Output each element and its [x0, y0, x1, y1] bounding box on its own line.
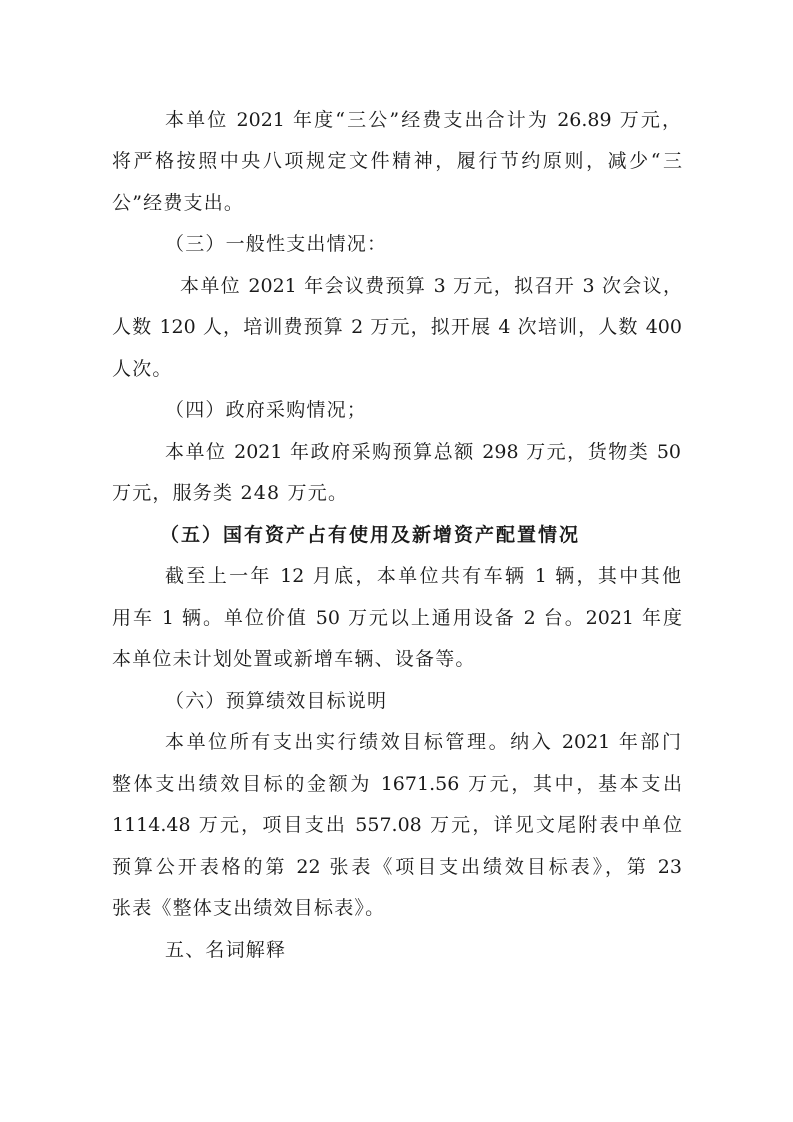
sangong-line-2: 将严格按照中央八项规定文件精神，履行节约原则，减少“三 — [112, 150, 682, 172]
assets-line-2: 用车 1 辆。单位价值 50 万元以上通用设备 2 台。2021 年度 — [112, 607, 682, 629]
performance-line-5: 张表《整体支出绩效目标表》。 — [112, 897, 386, 919]
performance-line-1: 本单位所有支出实行绩效目标管理。纳入 2021 年部门 — [165, 731, 681, 753]
procurement-line-1: 本单位 2021 年政府采购预算总额 298 万元，货物类 50 — [165, 441, 681, 463]
assets-heading: （五）国有资产占有使用及新增资产配置情况 — [160, 524, 581, 546]
general-expense-heading: （三）一般性支出情况： — [165, 233, 388, 255]
glossary-heading: 五、名词解释 — [165, 939, 287, 961]
performance-line-2: 整体支出绩效目标的金额为 1671.56 万元，其中，基本支出 — [112, 773, 682, 795]
performance-heading: （六）预算绩效目标说明 — [165, 690, 388, 712]
sangong-line-3: 公”经费支出。 — [112, 192, 245, 214]
assets-line-3: 本单位未计划处置或新增车辆、设备等。 — [112, 648, 476, 670]
assets-line-1: 截至上一年 12 月底，本单位共有车辆 1 辆，其中其他 — [165, 565, 681, 587]
procurement-line-2: 万元，服务类 248 万元。 — [112, 482, 349, 504]
sangong-line-1: 本单位 2021 年度“三公”经费支出合计为 26.89 万元， — [165, 109, 681, 131]
performance-line-3: 1114.48 万元，项目支出 557.08 万元，详见文尾附表中单位 — [112, 814, 682, 836]
performance-line-4: 预算公开表格的第 22 张表《项目支出绩效目标表》，第 23 — [112, 856, 682, 878]
general-expense-line-1: 本单位 2021 年会议费预算 3 万元，拟召开 3 次会议， — [180, 275, 682, 297]
general-expense-line-2: 人数 120 人，培训费预算 2 万元，拟开展 4 次培训，人数 400 — [112, 316, 682, 338]
general-expense-line-3: 人次。 — [112, 358, 173, 380]
procurement-heading: （四）政府采购情况； — [165, 399, 368, 421]
